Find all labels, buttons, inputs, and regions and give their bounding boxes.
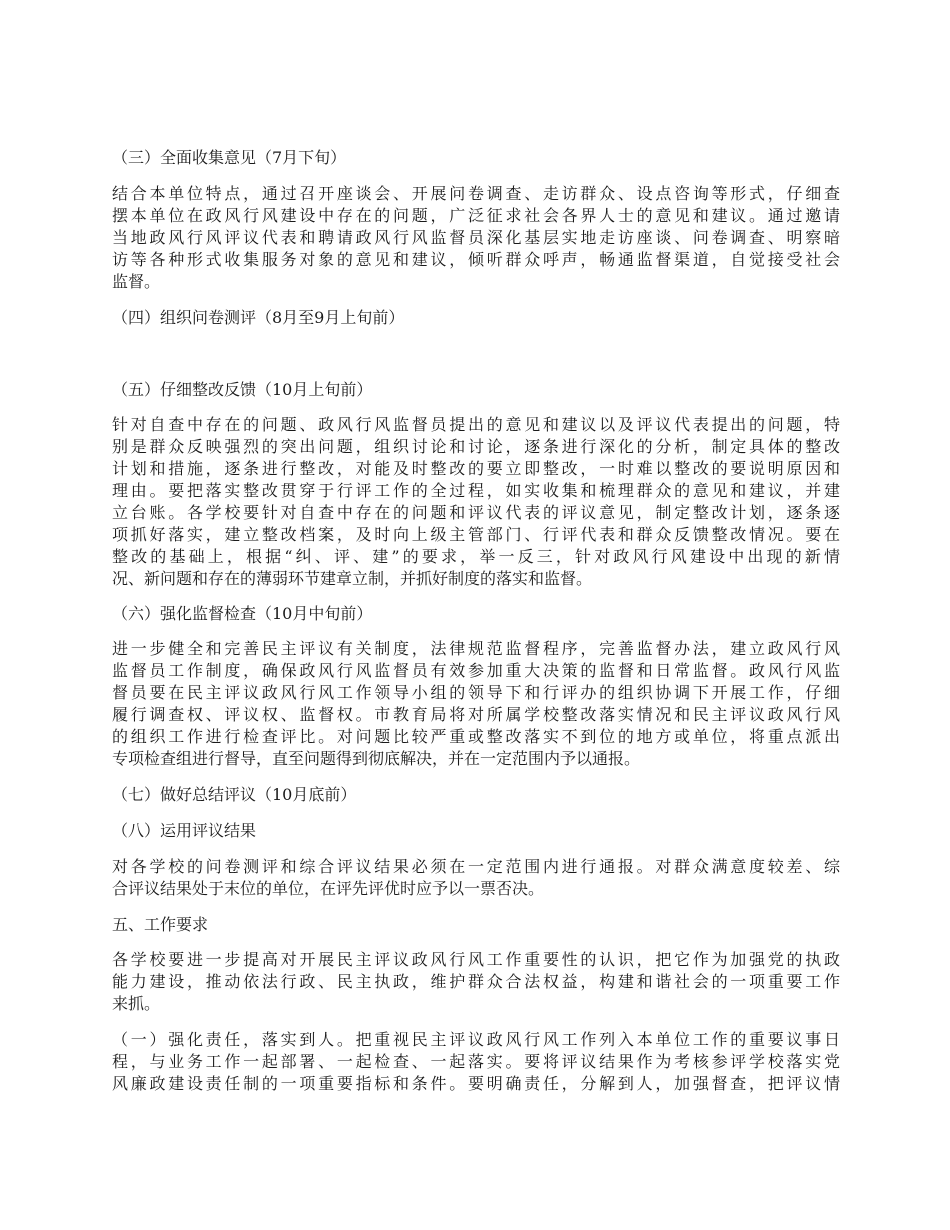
text-line: 况、新问题和存在的薄弱环节建章立制，并抓好制度的落实和监督。 <box>112 569 593 588</box>
text-line: 进一步健全和完善民主评议有关制度，法律规范监督程序，完善监督办法，建立政风行风 <box>112 639 840 658</box>
section-heading-6: （六）强化监督检查（10月中旬前） <box>112 604 373 623</box>
section-heading-4: （四）组织问卷测评（8月至9月上旬前） <box>112 308 405 327</box>
text-line: 合评议结果处于末位的单位，在评先评优时应予以一票否决。 <box>112 879 545 898</box>
text-line: 风廉政建设责任制的一项重要指标和条件。要明确责任，分解到人，加强督查，把评议情 <box>112 1074 840 1093</box>
text-line: 履行调查权、评议权、监督权。市教育局将对所属学校整改落实情况和民主评议政风行风 <box>112 705 840 724</box>
text-line: 来抓。 <box>112 994 161 1013</box>
text-line: 立台账。各学校要针对自查中存在的问题和评议代表的评议意见，制定整改计划，逐条逐 <box>112 503 840 522</box>
text-line: 针对自查中存在的问题、政风行风监督员提出的意见和建议以及评议代表提出的问题，特 <box>112 415 840 434</box>
part-paragraph-5 <box>112 949 840 1015</box>
text-line: 各学校要进一步提高对开展民主评议政风行风工作重要性的认识，把它作为加强党的执政 <box>112 950 840 969</box>
text-line: 专项检查组进行督导，直至问题得到彻底解决，并在一定范围内予以通报。 <box>112 749 641 768</box>
text-line: 能力建设，推动依法行政、民主执政，维护群众合法权益，构建和谐社会的一项重要工作 <box>112 972 840 991</box>
text-line: 摆本单位在政风行风建设中存在的问题，广泛征求社会各界人士的意见和建议。通过邀请 <box>112 206 840 225</box>
text-line: 别是群众反映强烈的突出问题，组织讨论和讨论，逐条进行深化的分析，制定具体的整改 <box>112 437 840 456</box>
text-line: （一）强化责任，落实到人。把重视民主评议政风行风工作列入本单位工作的重要议事日 <box>112 1030 840 1049</box>
section-heading-5: （五）仔细整改反馈（10月上旬前） <box>112 380 373 399</box>
text-line: 对各学校的问卷测评和综合评议结果必须在一定范围内进行通报。对群众满意度较差、综 <box>112 857 840 876</box>
text-line: 项抓好落实，建立整改档案，及时向上级主管部门、行评代表和群众反馈整改情况。要在 <box>112 525 840 544</box>
text-line: 督员要在民主评议政风行风工作领导小组的领导下和行评办的组织协调下开展工作，仔细 <box>112 683 840 702</box>
text-line: 监督。 <box>112 272 161 291</box>
section-paragraph-8 <box>112 856 840 900</box>
text-line: 的组织工作进行检查评比。对问题比较严重或整改落实不到位的地方或单位，将重点派出 <box>112 727 840 746</box>
part-heading-5: 五、工作要求 <box>112 915 209 934</box>
requirement-paragraph-1 <box>112 1029 840 1095</box>
text-line: 整改的基础上，根据“纠、评、建”的要求，举一反三，针对政风行风建设中出现的新情 <box>112 547 840 566</box>
section-heading-8: （八）运用评议结果 <box>112 821 257 840</box>
section-heading-3: （三）全面收集意见（7月下旬） <box>112 148 347 167</box>
text-line: 计划和措施，逐条进行整改，对能及时整改的要立即整改，一时难以整改的要说明原因和 <box>112 459 840 478</box>
text-line: 当地政风行风评议代表和聘请政风行风监督员深化基层实地走访座谈、问卷调查、明察暗 <box>112 228 840 247</box>
section-paragraph-3 <box>112 183 840 293</box>
section-heading-7: （七）做好总结评议（10月底前） <box>112 785 357 804</box>
text-line: 理由。要把落实整改贯穿于行评工作的全过程，如实收集和梳理群众的意见和建议，并建 <box>112 481 840 500</box>
section-paragraph-6 <box>112 638 840 770</box>
text-line: 结合本单位特点，通过召开座谈会、开展问卷调查、走访群众、设点咨询等形式，仔细查 <box>112 184 840 203</box>
section-paragraph-5 <box>112 414 840 590</box>
text-line: 程，与业务工作一起部署、一起检查、一起落实。要将评议结果作为考核参评学校落实党 <box>112 1052 840 1071</box>
text-line: 访等各种形式收集服务对象的意见和建议，倾听群众呼声，畅通监督渠道，自觉接受社会 <box>112 250 840 269</box>
text-line: 监督员工作制度，确保政风行风监督员有效参加重大决策的监督和日常监督。政风行风监 <box>112 661 840 680</box>
